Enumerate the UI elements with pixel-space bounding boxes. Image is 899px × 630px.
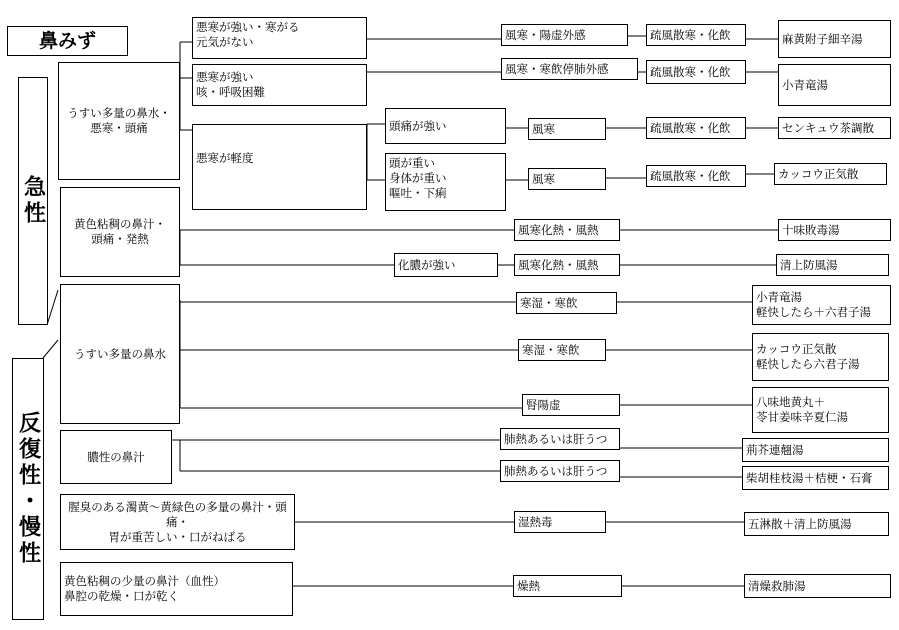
symptom-yellow-sticky-fever: 黄色粘稠の鼻汁・ 頭痛・発熱 — [60, 187, 180, 277]
pattern-damp-heat: 湿熱毒 — [514, 511, 606, 533]
formula-box: 五淋散＋清上防風湯 — [744, 512, 889, 536]
condition-strong-chills-no-energy: 悪寒が強い・寒がる 元気がない — [192, 17, 367, 59]
symptom-thin-watery-chills: うすい多量の鼻水・ 悪寒・頭痛 — [58, 62, 180, 180]
symptom-yellow-sticky-scant: 黄色粘稠の少量の鼻汁（血性） 鼻腔の乾燥・口が乾く — [60, 562, 293, 616]
treatment-principle: 疏風散寒・化飲 — [646, 24, 746, 46]
pattern-dryness-heat: 燥熱 — [513, 575, 622, 597]
treatment-principle: 疏風散寒・化飲 — [646, 60, 746, 84]
symptom-thin-watery-profuse: うすい多量の鼻水 — [60, 284, 180, 424]
section-chronic: 反復性・慢性 — [12, 358, 44, 620]
pattern-wind-cold-heat: 風寒化熱・風熱 — [514, 219, 620, 241]
pattern-lung-heat: 肺熱あるいは肝うつ — [500, 428, 620, 450]
connector-line — [47, 290, 58, 325]
condition-strong-headache: 頭痛が強い — [385, 108, 506, 144]
formula-box: 荊芥連翹湯 — [742, 438, 889, 462]
formula-box: 小青竜湯 — [778, 64, 891, 106]
pattern-wind-cold-yang-deficiency: 風寒・陽虚外感 — [501, 24, 628, 46]
formula-box: 清上防風湯 — [776, 254, 889, 276]
connector-line — [43, 340, 58, 358]
pattern-wind-cold-fluid: 風寒・寒飲停肺外感 — [501, 58, 638, 80]
formula-box: センキュウ茶調散 — [778, 117, 891, 139]
formula-box: 小青竜湯 軽快したら＋六君子湯 — [752, 285, 891, 325]
pattern-wind-cold: 風寒 — [528, 168, 606, 190]
formula-box: 十味敗毒湯 — [778, 219, 891, 241]
condition-strong-suppuration: 化膿が強い — [394, 253, 498, 277]
condition-heavy-head-body: 頭が重い 身体が重い 嘔吐・下痢 — [385, 153, 506, 211]
pattern-wind-cold-heat: 風寒化熱・風熱 — [514, 254, 620, 276]
pattern-lung-heat: 肺熱あるいは肝うつ — [500, 460, 620, 482]
pattern-wind-cold: 風寒 — [528, 118, 606, 140]
section-acute: 急性 — [18, 77, 48, 325]
formula-box: 麻黄附子細辛湯 — [778, 20, 891, 58]
condition-mild-chills: 悪寒が軽度 — [192, 124, 367, 210]
symptom-purulent: 膿性の鼻汁 — [60, 430, 172, 484]
formula-box: 清燥救肺湯 — [744, 574, 891, 598]
pattern-cold-damp: 寒湿・寒飲 — [518, 339, 606, 361]
treatment-principle: 疏風散寒・化飲 — [646, 117, 746, 139]
symptom-foul-yellow-green: 腥臭のある濁黄〜黄緑色の多量の鼻汁・頭痛・ 胃が重苦しい・口がねばる — [60, 494, 295, 550]
formula-box: カッコウ正気散 軽快したら六君子湯 — [752, 333, 889, 381]
treatment-principle: 疏風散寒・化飲 — [646, 165, 746, 187]
formula-box: 柴胡桂枝湯＋桔梗・石膏 — [742, 466, 889, 490]
pattern-kidney-yang-deficiency: 腎陽虚 — [522, 394, 620, 416]
condition-strong-chills-cough: 悪寒が強い 咳・呼吸困難 — [192, 64, 367, 106]
formula-box: カッコウ正気散 — [774, 163, 887, 185]
page-title: 鼻みず — [7, 26, 128, 56]
formula-box: 八味地黄丸＋ 苓甘姜味辛夏仁湯 — [752, 387, 889, 433]
pattern-cold-damp: 寒湿・寒飲 — [516, 292, 617, 314]
